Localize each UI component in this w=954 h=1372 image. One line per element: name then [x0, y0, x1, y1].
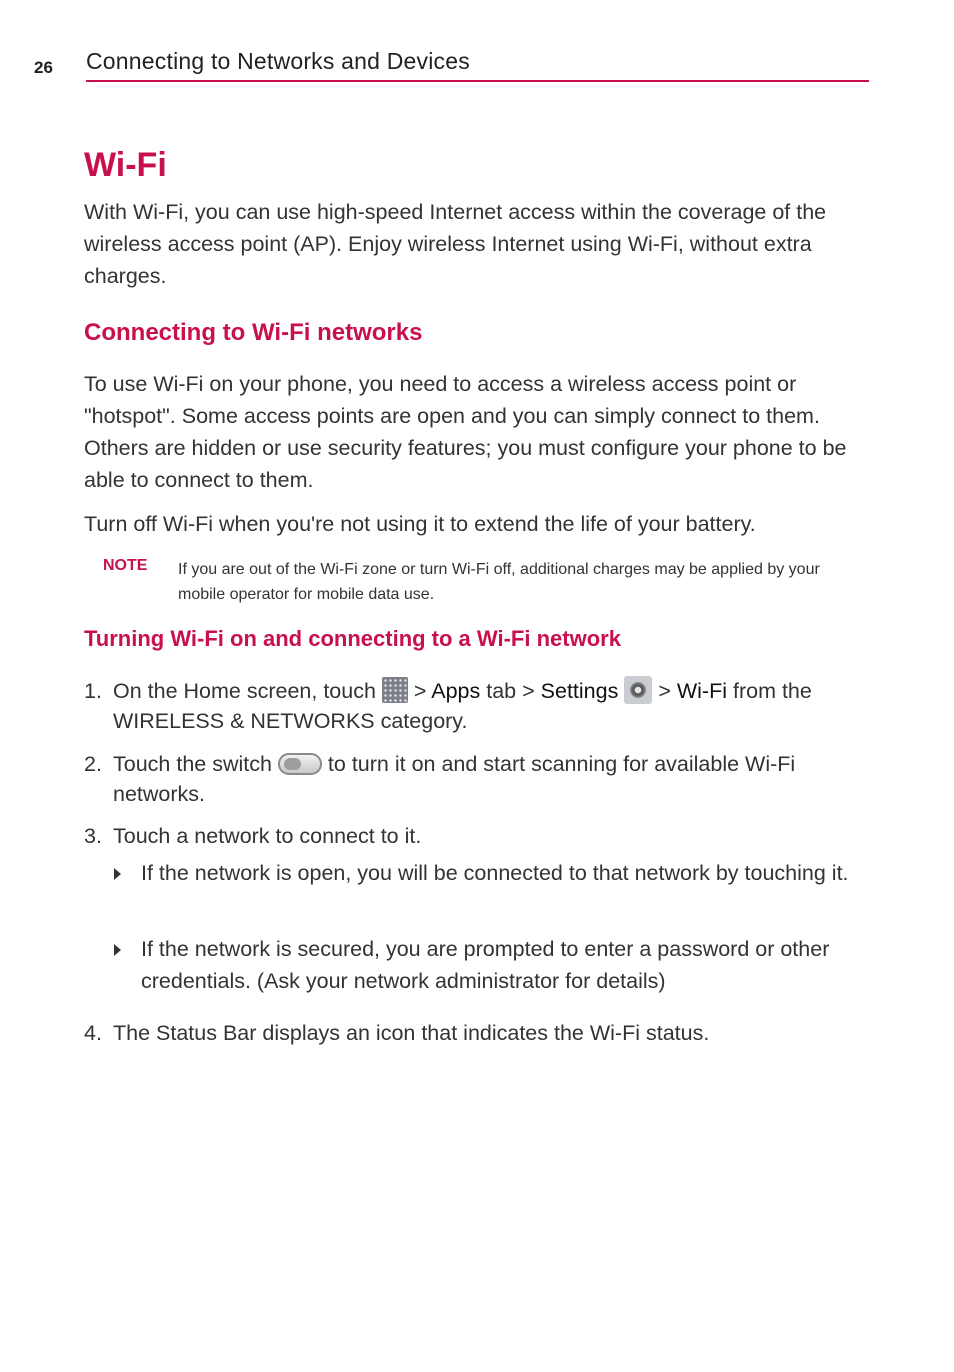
section-heading: Connecting to Wi-Fi networks — [84, 319, 423, 346]
note-label: NOTE — [103, 557, 148, 574]
step-text: The Status Bar displays an icon that indicates the Wi-Fi status. — [113, 1021, 710, 1045]
bullet-item — [114, 933, 854, 997]
bullet-text: If the network is open, you will be connected to that network by touching it. — [141, 861, 849, 885]
tab-text: tab > — [486, 679, 535, 703]
section-paragraph-2: Turn off Wi-Fi when you're not using it to extend the life of your battery. — [84, 512, 756, 536]
header-rule — [86, 80, 869, 82]
triangle-bullet-icon — [114, 944, 121, 956]
page-title: Wi-Fi — [84, 146, 167, 184]
step-text: Touch a network to connect to it. — [113, 824, 422, 848]
apps-grid-icon — [382, 677, 408, 703]
apps-label: Apps — [431, 679, 481, 703]
triangle-bullet-icon — [114, 868, 121, 880]
settings-gear-icon — [624, 676, 652, 704]
bullet-text: If the network is secured, you are prompted to enter a password or other credentials. (Ask your network administrator for details) — [141, 937, 830, 993]
intro-paragraph: With Wi-Fi, you can use high-speed Internet access within the coverage of the wireless access point (AP). Enjoy wireless Internet using Wi-Fi, without extra charges. — [84, 200, 827, 288]
toggle-switch-icon — [278, 753, 322, 775]
step-text: Touch the switch — [113, 752, 272, 776]
page-number: 26 — [34, 58, 53, 77]
step-3 — [84, 821, 874, 851]
separator: > — [413, 679, 427, 703]
note-text: If you are out of the Wi-Fi zone or turn Wi-Fi off, additional charges may be applied by your mobile operator for mobile data use. — [178, 561, 820, 603]
step-number: 3. — [84, 824, 102, 848]
settings-label: Settings — [540, 679, 619, 703]
step-number: 1. — [84, 679, 102, 703]
step-text-end: to turn it on and start scanning for available Wi-Fi networks. — [113, 752, 796, 806]
step-number: 4. — [84, 1021, 102, 1045]
running-header: Connecting to Networks and Devices — [86, 48, 470, 74]
subsection-heading: Turning Wi-Fi on and connecting to a Wi-Fi network — [84, 626, 621, 651]
step-1 — [84, 676, 874, 736]
section-paragraph-1: To use Wi-Fi on your phone, you need to access a wireless access point or "hotspot". Some access points are open and you can simply connect to them. Others are hidden or use security features; you must configure your phone to be able to connect to them. — [84, 372, 847, 492]
step-2 — [84, 749, 874, 809]
step-4 — [84, 1018, 874, 1048]
step-number: 2. — [84, 752, 102, 776]
separator: > — [658, 679, 671, 703]
step-text-end: from the WIRELESS & NETWORKS category. — [113, 679, 812, 733]
bullet-item — [114, 857, 854, 889]
step-text: On the Home screen, touch — [113, 679, 376, 703]
wifi-label: Wi-Fi — [676, 679, 727, 703]
